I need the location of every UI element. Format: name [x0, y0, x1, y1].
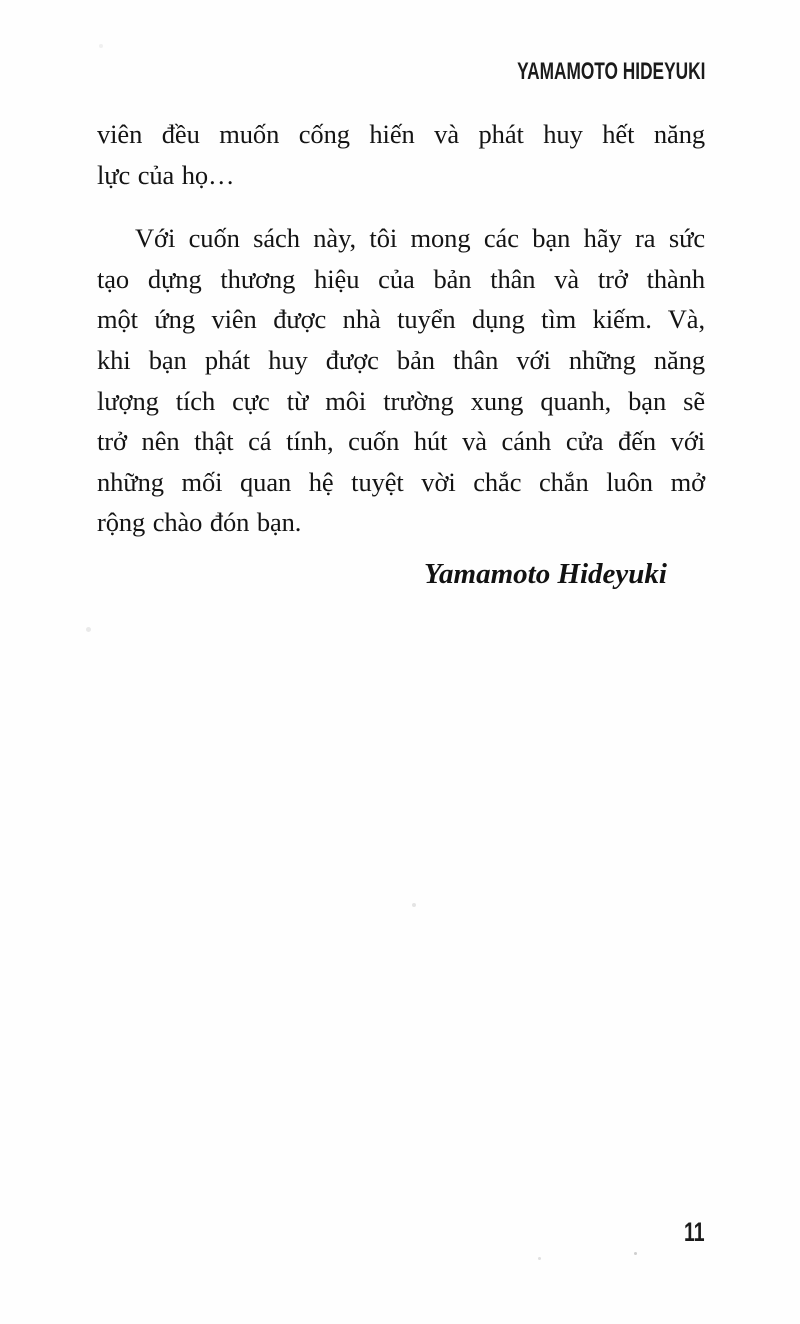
author-signature: Yamamoto Hideyuki [423, 557, 667, 590]
body-text-line: viên đều muốn cống hiến và phát huy hết năng [97, 119, 705, 149]
body-text-line: lượng tích cực từ môi trường xung quanh, bạn sẽ [97, 385, 705, 416]
body-text-line: lực của họ… [97, 159, 235, 190]
body-text-line: một ứng viên được nhà tuyển dụng tìm kiếm. Và, [97, 304, 705, 335]
running-header-text: YAMAMOTO HIDEYUKI [516, 58, 705, 85]
scan-artifact-speck [412, 903, 416, 907]
page-number-text: 11 [684, 1217, 705, 1247]
scan-artifact-speck [634, 1252, 637, 1255]
page-number [97, 1216, 705, 1248]
scan-artifact-speck [99, 44, 103, 48]
scan-artifact-speck [86, 627, 91, 632]
body-text-line: tạo dựng thương hiệu của bản thân và trở thành [97, 263, 705, 294]
running-header [97, 58, 705, 86]
body-text-line: trở nên thật cá tính, cuốn hút và cánh cửa đến với [97, 426, 705, 457]
body-text-line: Với cuốn sách này, tôi mong các bạn hãy ra sức [135, 223, 705, 254]
body-text-line: khi bạn phát huy được bản thân với những năng [97, 344, 705, 375]
body-text-line: những mối quan hệ tuyệt vời chắc chắn luôn mở [97, 466, 705, 497]
body-text-column [97, 114, 705, 595]
scan-artifact-speck [538, 1257, 541, 1260]
body-text-line: rộng chào đón bạn. [97, 507, 302, 538]
paragraph [97, 218, 705, 543]
paragraph [97, 114, 705, 195]
